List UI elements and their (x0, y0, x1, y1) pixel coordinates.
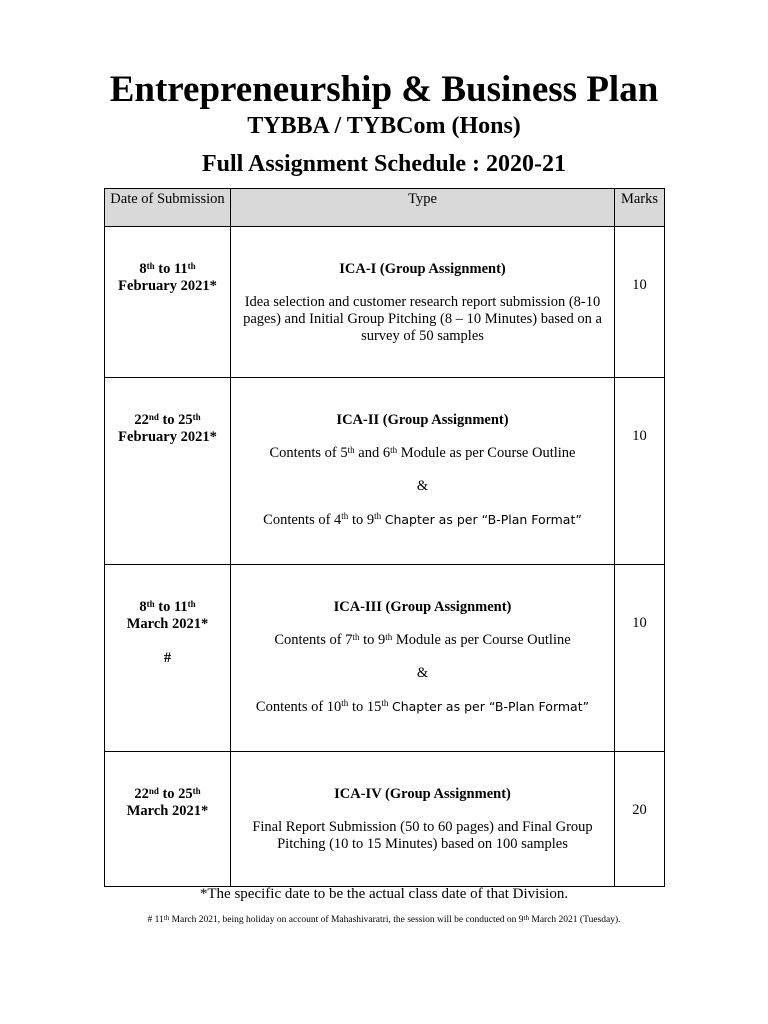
ordinal-suffix: th (523, 914, 530, 922)
date-end-suffix: th (192, 412, 201, 422)
footnote: *The specific date to be the actual class date of that Division. (199, 886, 569, 902)
type-cell (231, 752, 615, 887)
date-start-suffix: nd (148, 786, 159, 796)
date-end-suffix: th (187, 261, 196, 271)
schedule-heading: Full Assignment Schedule : 2020-21 (201, 151, 567, 177)
submission-date (105, 227, 230, 295)
table-header-row (105, 189, 665, 227)
ica-description: Final Report Submission (50 to 60 pages) and Final Group Pitching (10 to 15 Minutes) based on 100 samples (252, 819, 593, 852)
date-cell (105, 227, 231, 378)
submission-date (105, 752, 230, 820)
text-part: Chapter as per “B-Plan Format” (391, 699, 590, 714)
document-subtitle: TYBBA / TYBCom (Hons) (247, 113, 521, 139)
submission-date (105, 565, 230, 667)
text-part: Module as per Course Outline (392, 632, 571, 648)
date-end: to 11 (154, 599, 188, 615)
date-cell (105, 752, 231, 887)
marks-value: 10 (632, 428, 647, 444)
ica-title: ICA-IV (Group Assignment) (334, 786, 511, 802)
date-start-suffix: th (146, 261, 155, 271)
table-row (105, 752, 665, 887)
note-part: March 2021, being holiday on account of Mahashivaratri, the session will be conducted on 9 (169, 915, 524, 925)
ampersand: & (416, 478, 429, 494)
text-part: Contents of 10 (255, 699, 342, 715)
date-cell (105, 565, 231, 752)
date-start: 8 (139, 261, 147, 277)
text-part: to 9 (359, 632, 386, 648)
date-start-suffix: th (146, 599, 155, 609)
holiday-note (0, 914, 768, 926)
type-cell (231, 227, 615, 378)
marks-value: 10 (632, 615, 647, 631)
date-month: February 2021* (118, 429, 217, 445)
marks-value: 10 (632, 277, 647, 293)
date-end-suffix: th (192, 786, 201, 796)
ampersand: & (416, 665, 429, 681)
date-month: February 2021* (118, 278, 217, 294)
text-part: and 6 (354, 445, 391, 461)
header-date: Date of Submission (105, 189, 231, 227)
date-start-suffix: nd (148, 412, 159, 422)
marks-cell (615, 565, 665, 752)
text-part: Contents of 5 (269, 445, 348, 461)
marks-cell (615, 752, 665, 887)
text-part: to 9 (348, 512, 375, 528)
ordinal-suffix: th (390, 445, 398, 455)
ordinal-suffix: th (163, 914, 170, 922)
date-end-suffix: th (187, 599, 196, 609)
date-month: March 2021* (126, 803, 209, 819)
table-row (105, 565, 665, 752)
header-marks: Marks (615, 189, 665, 227)
ordinal-suffix: th (347, 445, 355, 455)
ica-content-line-1 (231, 445, 614, 462)
type-cell (231, 565, 615, 752)
text-part: Module as per Course Outline (397, 445, 576, 461)
date-end: to 25 (158, 412, 193, 428)
ica-content-line-2 (231, 511, 614, 529)
ica-content-line-1 (231, 632, 614, 649)
note-part: # 11 (147, 915, 164, 925)
ordinal-suffix: th (374, 511, 382, 521)
assignment-schedule-table (104, 188, 665, 887)
ica-title: ICA-II (Group Assignment) (336, 412, 509, 428)
table-row (105, 227, 665, 378)
ordinal-suffix: th (341, 698, 349, 708)
marks-cell (615, 227, 665, 378)
date-start: 8 (139, 599, 147, 615)
date-start: 22 (134, 786, 149, 802)
ica-description: Idea selection and customer research report submission (8-10 pages) and Initial Group Pitching (8 – 10 Minutes) based on a survey of 50 samples (243, 294, 602, 344)
marks-cell (615, 378, 665, 565)
ica-title: ICA-I (Group Assignment) (339, 261, 506, 277)
header-type: Type (231, 189, 615, 227)
ica-title: ICA-III (Group Assignment) (333, 599, 512, 615)
text-part: Chapter as per “B-Plan Format” (384, 512, 582, 527)
type-cell (231, 378, 615, 565)
date-month: March 2021* (126, 616, 209, 632)
date-end: to 25 (158, 786, 193, 802)
text-part: to 15 (348, 699, 382, 715)
ica-content-line-2 (231, 698, 614, 716)
text-part: Contents of 4 (263, 512, 342, 528)
ordinal-suffix: th (341, 511, 349, 521)
ordinal-suffix: th (352, 632, 360, 642)
text-part: Contents of 7 (274, 632, 353, 648)
ordinal-suffix: th (385, 632, 393, 642)
note-part: March 2021 (Tuesday). (529, 915, 621, 925)
marks-value: 20 (632, 802, 647, 818)
ordinal-suffix: th (381, 698, 389, 708)
submission-date (105, 378, 230, 446)
date-start: 22 (134, 412, 149, 428)
date-cell (105, 378, 231, 565)
table-row (105, 378, 665, 565)
document-title: Entrepreneurship & Business Plan (109, 69, 659, 110)
date-end: to 11 (154, 261, 188, 277)
hash-marker: # (163, 650, 172, 666)
